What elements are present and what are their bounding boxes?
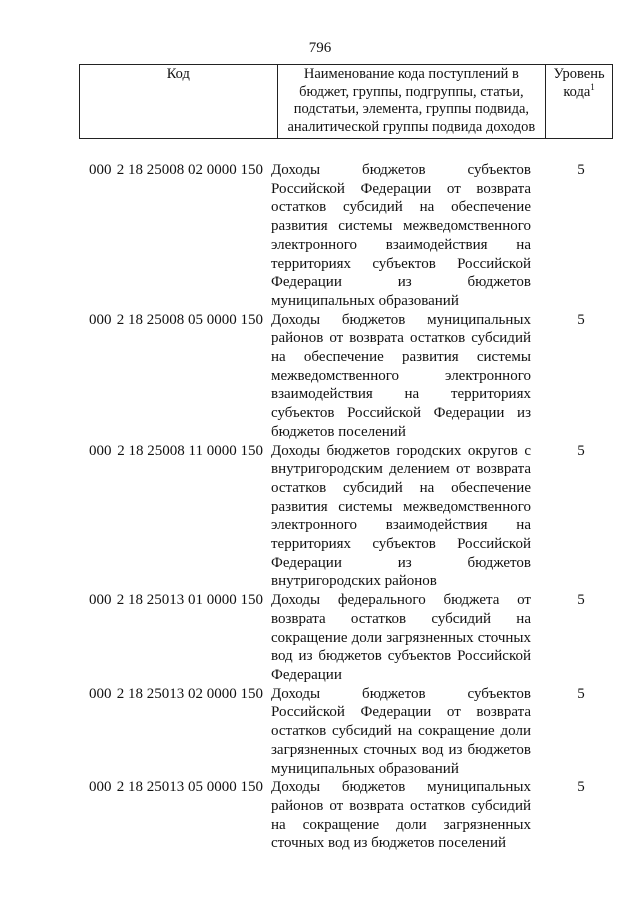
- table-row: [79, 591, 613, 685]
- revenue-name-line: на сокращение доли загрязненных: [271, 816, 531, 833]
- revenue-name-line: территориях субъектов Российской: [271, 536, 531, 553]
- revenue-name-line: муниципальных образований: [271, 760, 459, 777]
- revenue-name-line: муниципальных образований: [271, 292, 459, 309]
- header-code: Код: [80, 65, 278, 139]
- revenue-name-line: Российской Федерации от возврата: [271, 704, 531, 721]
- admin-code: 000: [89, 311, 112, 328]
- revenue-name-line: Федерации из бюджетов: [271, 274, 531, 291]
- revenue-name-line: электронного взаимодействия на: [271, 517, 531, 534]
- revenue-code: 2 18 25008 11 0000 150: [117, 442, 263, 459]
- footnote-marker: 1: [590, 81, 595, 92]
- revenue-name-line: Федерации из бюджетов: [271, 554, 531, 571]
- code-level: 5: [577, 685, 585, 702]
- page-number: 796: [308, 40, 332, 56]
- revenue-name: [271, 685, 531, 779]
- table-body: [79, 161, 613, 853]
- revenue-name-line: Федерации: [271, 666, 342, 683]
- code-level: 5: [577, 592, 585, 609]
- revenue-name-line: остатков субсидий на обеспечение: [271, 199, 531, 216]
- revenue-name-line: Доходы бюджетов субъектов: [271, 162, 531, 178]
- revenue-name-line: Доходы бюджетов муниципальных: [271, 779, 531, 796]
- admin-code: 000: [89, 592, 112, 609]
- revenue-name-line: межведомственного электронного: [271, 367, 531, 384]
- header-name: Наименование кода поступлений в бюджет, группы, подгруппы, статьи, подстатьи, элемента, группы подвида, аналитической группы подвида доходов: [277, 65, 546, 139]
- code-level: 5: [577, 442, 585, 459]
- revenue-name-line: развития системы межведомственного: [271, 218, 531, 235]
- revenue-name-line: возврата остатков субсидий на: [271, 610, 531, 627]
- revenue-name-line: сточных вод из бюджетов поселений: [271, 835, 507, 852]
- revenue-name-line: Доходы бюджетов муниципальных: [271, 311, 531, 328]
- code-level: 5: [577, 779, 585, 796]
- code-level: 5: [577, 311, 585, 328]
- revenue-name-line: Доходы бюджетов городских округов с: [271, 442, 531, 459]
- table-row: [79, 161, 613, 311]
- table-row: [79, 311, 613, 442]
- admin-code: 000: [89, 442, 112, 459]
- revenue-name-line: сокращение доли загрязненных сточных: [271, 629, 531, 646]
- revenue-name: [271, 311, 531, 442]
- revenue-name-line: на обеспечение развития системы: [271, 349, 531, 366]
- revenue-name-line: загрязненных сточных вод из бюджетов: [271, 741, 531, 758]
- revenue-name-line: развития системы межведомственного: [271, 498, 531, 515]
- admin-code: 000: [89, 162, 112, 178]
- table-row: [79, 778, 613, 853]
- revenue-code: 2 18 25013 02 0000 150: [116, 685, 263, 702]
- revenue-name-line: вод из бюджетов субъектов Российской: [271, 648, 531, 665]
- revenue-name-line: взаимодействия на территориях: [271, 386, 531, 403]
- revenue-name-line: субъектов Российской Федерации из: [271, 405, 531, 422]
- revenue-name-line: внутригородским делением от возврата: [271, 461, 531, 478]
- revenue-code: 2 18 25013 01 0000 150: [116, 592, 263, 609]
- admin-code: 000: [89, 779, 112, 796]
- header-level-label: Уровень кода: [553, 66, 605, 100]
- table-row: [79, 685, 613, 779]
- revenue-name-line: Доходы бюджетов субъектов: [271, 685, 531, 702]
- revenue-name-line: Российской Федерации от возврата: [271, 180, 531, 197]
- code-level: 5: [577, 162, 585, 178]
- revenue-name: [271, 442, 531, 592]
- revenue-code: 2 18 25008 02 0000 150: [116, 162, 263, 178]
- revenue-name-line: территориях субъектов Российской: [271, 255, 531, 272]
- revenue-name: [271, 778, 531, 853]
- header-level: [546, 65, 613, 139]
- revenue-name-line: Доходы федерального бюджета от: [271, 592, 531, 609]
- revenue-name-line: внутригородских районов: [271, 573, 437, 590]
- revenue-name-line: остатков субсидий на сокращение доли: [271, 723, 531, 740]
- revenue-name-line: бюджетов поселений: [271, 423, 406, 440]
- admin-code: 000: [89, 685, 112, 702]
- revenue-name: [271, 591, 531, 685]
- revenue-name-line: остатков субсидий на обеспечение: [271, 479, 531, 496]
- table-header: [79, 64, 613, 139]
- revenue-name-line: электронного взаимодействия на: [271, 236, 531, 253]
- revenue-name: [271, 161, 531, 311]
- revenue-code: 2 18 25008 05 0000 150: [116, 311, 263, 328]
- revenue-name-line: районов от возврата остатков субсидий: [271, 797, 531, 814]
- revenue-name-line: районов от возврата остатков субсидий: [271, 330, 531, 347]
- table-row: [79, 442, 613, 592]
- revenue-code: 2 18 25013 05 0000 150: [116, 779, 263, 796]
